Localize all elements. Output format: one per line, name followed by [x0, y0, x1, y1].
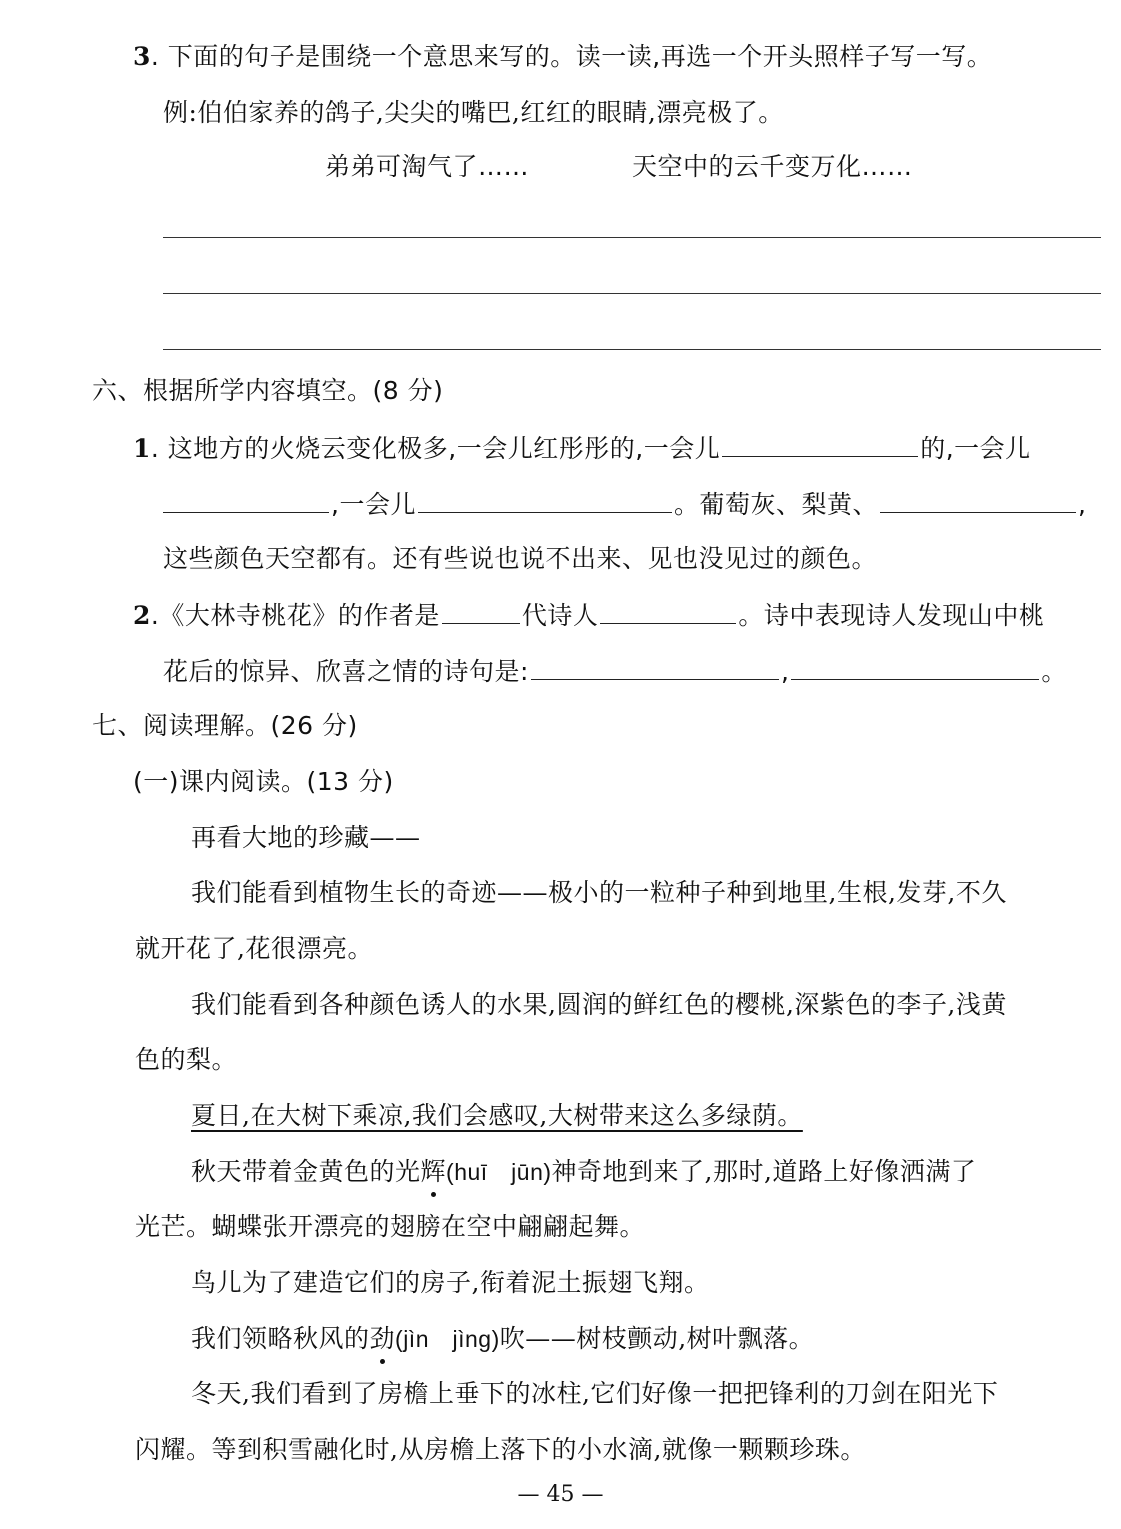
s6-q2-blank-4[interactable] [791, 653, 1039, 680]
s6-q1-blank-4[interactable] [880, 486, 1076, 513]
s6-q1-part2: 的,一会儿 [920, 434, 1031, 463]
s6-q2-part4: 花后的惊异、欣喜之情的诗句是: [163, 657, 529, 686]
page-number: — 45 — [517, 1482, 604, 1507]
q3-number: 3 [133, 42, 151, 71]
s6-q2-blank-3[interactable] [531, 653, 779, 680]
q3-answer-line-3[interactable] [163, 349, 1101, 350]
passage-p6: 鸟儿为了建造它们的房子,衔着泥土振翅飞翔。 [191, 1268, 710, 1297]
s6-q2-blank-2[interactable] [600, 597, 736, 624]
passage-p3b: 色的梨。 [135, 1045, 238, 1074]
s6-q1-number: 1 [133, 434, 151, 463]
p7-pre: 我们领略秋风的 [191, 1324, 370, 1353]
q3-option-b: 天空中的云千变万化…… [632, 152, 913, 181]
s6-q1-line1 [133, 430, 1031, 466]
s6-q2-number: 2 [133, 601, 151, 630]
p7-post: 吹——树枝颤动,树叶飘落。 [499, 1324, 815, 1353]
s6-q1-blank-3[interactable] [418, 486, 672, 513]
section7-heading: 七、阅读理解。(26 分) [92, 711, 358, 740]
s6-q2-part2: 代诗人 [521, 601, 599, 630]
s6-q1-line2 [163, 486, 1086, 522]
passage-p4-underlined: 夏日,在大树下乘凉,我们会感叹,大树带来这么多绿荫。 [191, 1101, 803, 1130]
s6-q2-part6: 。 [1041, 657, 1067, 686]
s6-q2-line2 [163, 653, 1067, 689]
s6-q1-part1: . 这地方的火烧云变化极多,一会儿红彤彤的,一会儿 [150, 434, 721, 463]
s6-q2-line1 [133, 597, 1044, 633]
passage-p5a [191, 1155, 976, 1189]
q3-prompt-text: . 下面的句子是围绕一个意思来写的。读一读,再选一个开头照样子写一写。 [150, 42, 993, 71]
q3-answer-line-1[interactable] [163, 237, 1101, 238]
q3-answer-line-2[interactable] [163, 293, 1101, 294]
passage-p5b: 光芒。蝴蝶张开漂亮的翅膀在空中翩翩起舞。 [135, 1212, 646, 1241]
passage-p8b: 闪耀。等到积雪融化时,从房檐上落下的小水滴,就像一颗颗珍珠。 [135, 1435, 866, 1464]
passage-p3a: 我们能看到各种颜色诱人的水果,圆润的鲜红色的樱桃,深紫色的李子,浅黄 [191, 990, 1007, 1019]
q3-example: 例:伯伯家养的鸽子,尖尖的嘴巴,红红的眼睛,漂亮极了。 [163, 98, 784, 127]
passage-p7 [191, 1322, 814, 1356]
p5-pinyin: (huī jūn) [446, 1159, 552, 1185]
s6-q2-part3: 。诗中表现诗人发现山中桃 [738, 601, 1045, 630]
s6-q1-blank-1[interactable] [722, 430, 918, 457]
p5-post: 神奇地到来了,那时,道路上好像洒满了 [551, 1157, 977, 1186]
passage-p2a: 我们能看到植物生长的奇迹——极小的一粒种子种到地里,生根,发芽,不久 [191, 878, 1007, 907]
section6-heading: 六、根据所学内容填空。(8 分) [92, 376, 444, 405]
p7-dotted-char: 劲 [370, 1322, 396, 1356]
s6-q2-part1: .《大林寺桃花》的作者是 [150, 601, 440, 630]
s6-q1-part4: 。葡萄灰、梨黄、 [673, 490, 878, 519]
passage-p1: 再看大地的珍藏—— [191, 823, 421, 852]
s6-q2-part5: , [780, 657, 790, 686]
p5-pre: 秋天带着金黄色的光 [191, 1157, 421, 1186]
p5-dotted-char: 辉 [421, 1155, 447, 1189]
q3-option-a: 弟弟可淘气了…… [325, 152, 530, 181]
s6-q1-blank-2[interactable] [163, 486, 329, 513]
s6-q2-blank-1[interactable] [442, 597, 520, 624]
passage-p2b: 就开花了,花很漂亮。 [135, 934, 373, 963]
q3-prompt [133, 40, 992, 74]
passage-p8a: 冬天,我们看到了房檐上垂下的冰柱,它们好像一把把锋利的刀剑在阳光下 [191, 1379, 999, 1408]
s6-q1-part5: , [1077, 490, 1087, 519]
s6-q1-part3: ,一会儿 [331, 490, 416, 519]
p7-pinyin: (jìn jìng) [395, 1326, 500, 1352]
section7-subheading: (一)课内阅读。(13 分) [133, 767, 394, 796]
s6-q1-line3: 这些颜色天空都有。还有些说也说不出来、见也没见过的颜色。 [163, 544, 878, 573]
